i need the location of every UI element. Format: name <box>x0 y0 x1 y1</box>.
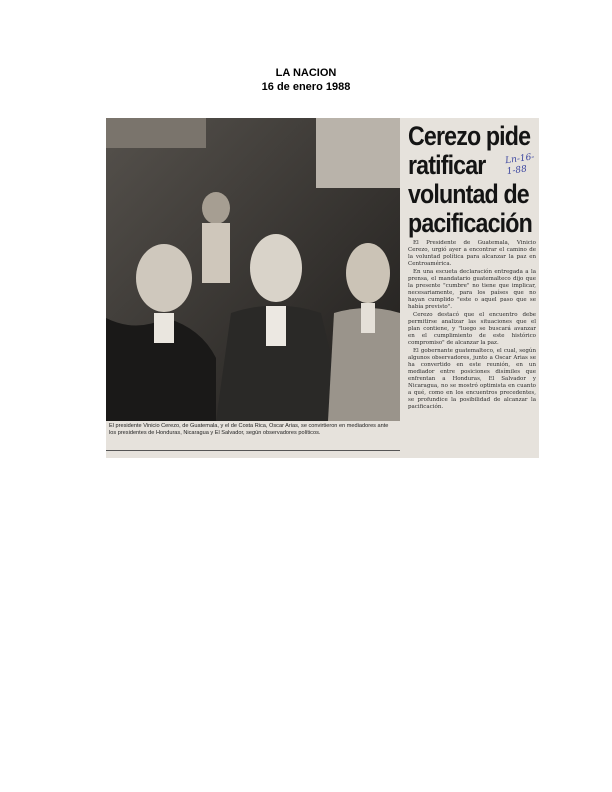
article-paragraph: En una escueta declaración entregada a la prensa, el mandatario guatemalteco dijo que la presente "cumbre" no tiene que implicar, necesariamente, para los países que no hayan cumplido "este o aquel paso que se había previsto". <box>408 269 536 310</box>
headline-line: ratificar <box>408 150 486 180</box>
handwritten-line: 1-88 <box>506 164 528 178</box>
clipping-date: 16 de enero 1988 <box>261 81 351 93</box>
article-paragraph: Cerezo destacó que el encuentro debe permitirse analizar las situaciones que el plan contiene, y "luego se buscará avanzar en el cumplimiento de este histórico compromiso" de alcanzar la paz. <box>408 312 536 346</box>
article-body <box>408 240 536 412</box>
news-photo <box>106 118 400 421</box>
article-paragraph: El gobernante guatemalteco, el cual, según algunos observadores, junto a Oscar Arias se ha convertido en este reunión, en un mediador entre posiciones disímiles que enfrentan a Honduras, El Salvador y Nicaragua, no se mostró optimista en cuanto a qué, como en los encuentros precedentes, se profundice la posibilidad de alcanzar la pacificación. <box>408 348 536 410</box>
photo-caption: El presidente Vinicio Cerezo, de Guatemala, y el de Costa Rica, Oscar Arias, se convirtieron en mediadores ante los presidentes de Honduras, Nicaragua y El Salvador, según observadores políticos. <box>109 423 389 436</box>
page-header <box>0 66 612 94</box>
newspaper-name: LA NACION <box>275 67 337 79</box>
caption-divider <box>106 450 400 451</box>
handwritten-line: Ln-16- <box>504 152 536 167</box>
headline <box>408 121 532 238</box>
article <box>406 118 539 458</box>
headline-line: voluntad de <box>408 179 529 209</box>
handwritten-date-note <box>505 152 539 178</box>
headline-line: pacificación <box>408 208 532 238</box>
news-photo-image <box>106 118 400 421</box>
headline-line: Cerezo pide <box>408 121 531 151</box>
article-paragraph: El Presidente de Guatemala, Vinicio Cerezo, urgió ayer a encontrar el camino de la voluntad política para alcanzar la paz en Centroamérica. <box>408 240 536 267</box>
newspaper-clipping <box>106 118 539 458</box>
